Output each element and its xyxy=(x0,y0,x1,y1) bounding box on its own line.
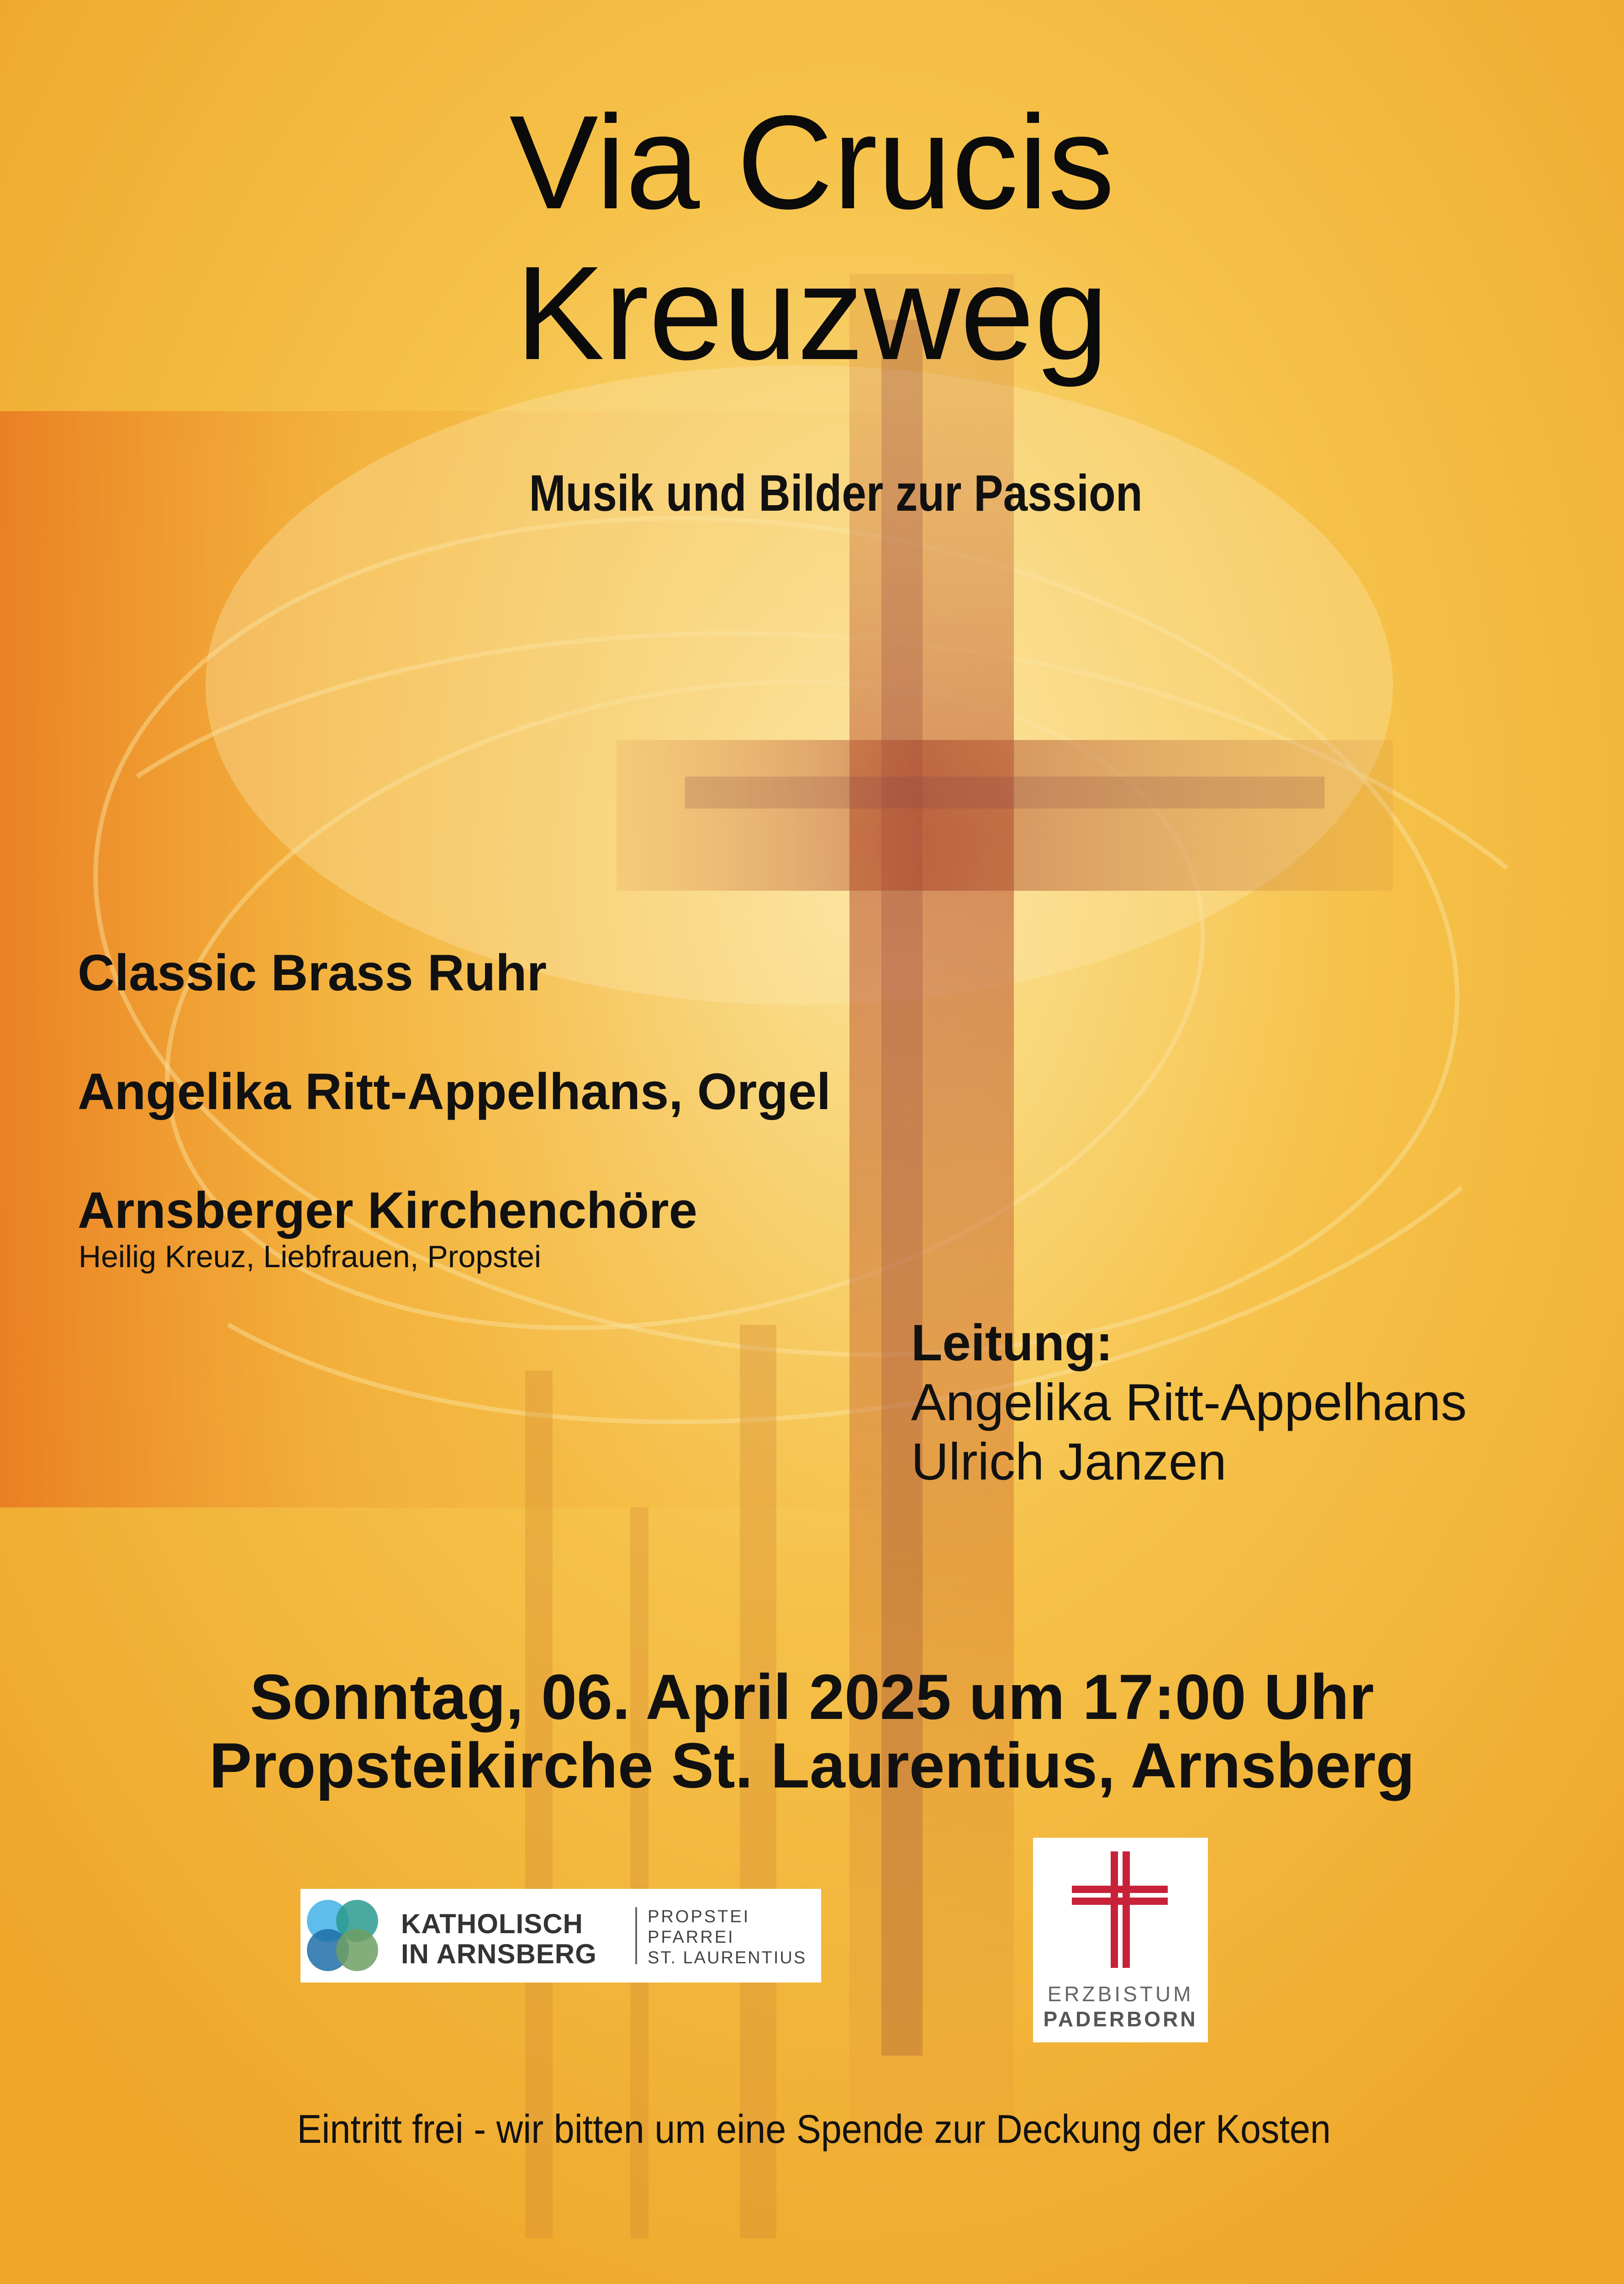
ep-line1: ERZBISTUM xyxy=(1047,1982,1194,2006)
ep-line2: PADERBORN xyxy=(1043,2007,1198,2031)
footer-note: Eintritt frei - wir bitten um eine Spende zur Deckung der Kosten xyxy=(297,2106,1331,2152)
performer-choirs: Arnsberger Kirchenchöre xyxy=(78,1182,697,1239)
event-location: Propsteikirche St. Laurentius, Arnsberg xyxy=(209,1729,1415,1801)
kia-right3: ST. LAURENTIUS xyxy=(648,1948,807,1967)
event-datetime: Sonntag, 06. April 2025 um 17:00 Uhr xyxy=(250,1661,1374,1733)
performer-choirs-detail: Heilig Kreuz, Liebfrauen, Propstei xyxy=(79,1239,541,1274)
leitung-heading: Leitung: xyxy=(911,1314,1113,1371)
subtitle: Musik und Bilder zur Passion xyxy=(529,465,1143,522)
leitung-name-2: Ulrich Janzen xyxy=(911,1433,1227,1491)
kia-line1: KATHOLISCH xyxy=(401,1909,583,1939)
performer-organist: Angelika Ritt-Appelhans, Orgel xyxy=(78,1063,831,1120)
leitung-name-1: Angelika Ritt-Appelhans xyxy=(911,1374,1467,1432)
erzbistum-paderborn-logo xyxy=(1033,1838,1208,2042)
title-via-crucis: Via Crucis xyxy=(509,88,1115,237)
kia-right1: PROPSTEI xyxy=(648,1907,750,1926)
katholisch-in-arnsberg-logo xyxy=(301,1889,821,1983)
performer-classic-brass-ruhr: Classic Brass Ruhr xyxy=(78,944,547,1001)
kia-line2: IN ARNSBERG xyxy=(401,1939,597,1969)
kia-right2: PFARREI xyxy=(648,1928,735,1947)
title-kreuzweg: Kreuzweg xyxy=(515,238,1109,387)
